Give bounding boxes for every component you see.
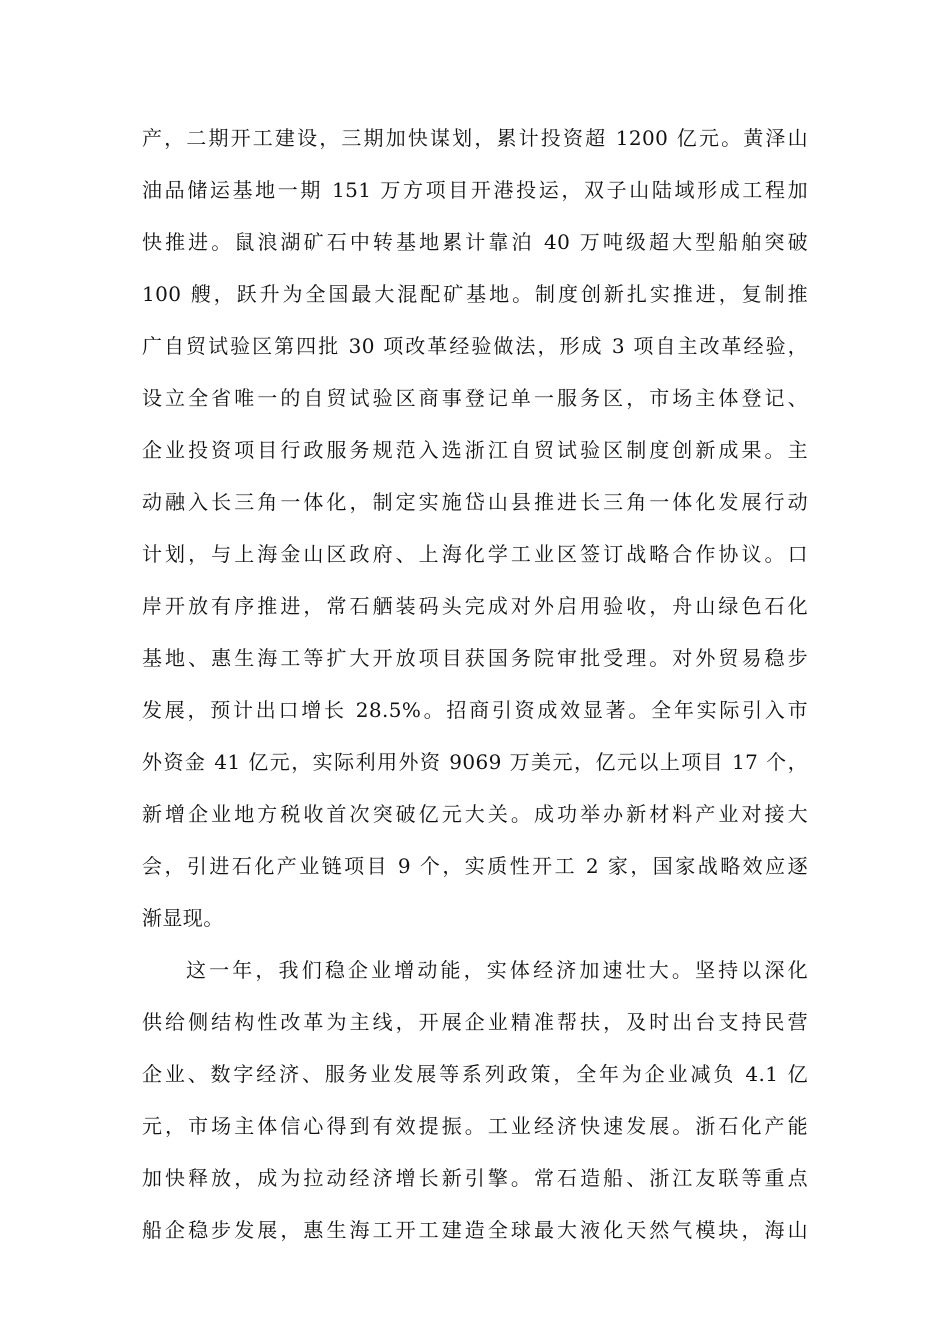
text-line: 广自贸试验区第四批 30 项改革经验做法，形成 3 项自主改革经验， [142, 334, 808, 358]
paragraph-2 [142, 944, 808, 1256]
text-line: 加快释放，成为拉动经济增长新引擎。常石造船、浙江友联等重点 [142, 1166, 808, 1190]
text-line: 供给侧结构性改革为主线，开展企业精准帮扶，及时出台支持民营 [142, 1010, 808, 1034]
text-line: 元，市场主体信心得到有效提振。工业经济快速发展。浙石化产能 [142, 1114, 808, 1138]
text-line: 快推进。鼠浪湖矿石中转基地累计靠泊 40 万吨级超大型船舶突破 [142, 230, 808, 254]
text-line: 油品储运基地一期 151 万方项目开港投运，双子山陆域形成工程加 [142, 178, 808, 202]
text-line: 渐显现。 [142, 906, 224, 930]
text-line: 产，二期开工建设，三期加快谋划，累计投资超 1200 亿元。黄泽山 [142, 126, 808, 150]
text-line: 企业投资项目行政服务规范入选浙江自贸试验区制度创新成果。主 [142, 438, 808, 462]
body-text [142, 112, 808, 1256]
text-line: 外资金 41 亿元，实际利用外资 9069 万美元，亿元以上项目 17 个， [142, 750, 808, 774]
text-line: 会，引进石化产业链项目 9 个，实质性开工 2 家，国家战略效应逐 [142, 854, 808, 878]
text-line: 企业、数字经济、服务业发展等系列政策，全年为企业减负 4.1 亿 [142, 1062, 808, 1086]
text-line: 岸开放有序推进，常石舾装码头完成对外启用验收，舟山绿色石化 [142, 594, 808, 618]
text-line: 基地、惠生海工等扩大开放项目获国务院审批受理。对外贸易稳步 [142, 646, 808, 670]
text-line: 发展，预计出口增长 28.5%。招商引资成效显著。全年实际引入市 [142, 698, 808, 722]
text-line: 这一年，我们稳企业增动能，实体经济加速壮大。坚持以深化 [186, 958, 808, 982]
text-line: 新增企业地方税收首次突破亿元大关。成功举办新材料产业对接大 [142, 802, 808, 826]
text-line: 设立全省唯一的自贸试验区商事登记单一服务区，市场主体登记、 [142, 386, 808, 410]
text-line: 计划，与上海金山区政府、上海化学工业区签订战略合作协议。口 [142, 542, 808, 566]
text-line: 100 艘，跃升为全国最大混配矿基地。制度创新扎实推进，复制推 [142, 282, 808, 306]
text-line: 动融入长三角一体化，制定实施岱山县推进长三角一体化发展行动 [142, 490, 808, 514]
paragraph-1 [142, 112, 808, 944]
text-line: 船企稳步发展，惠生海工开工建造全球最大液化天然气模块，海山 [142, 1218, 808, 1242]
